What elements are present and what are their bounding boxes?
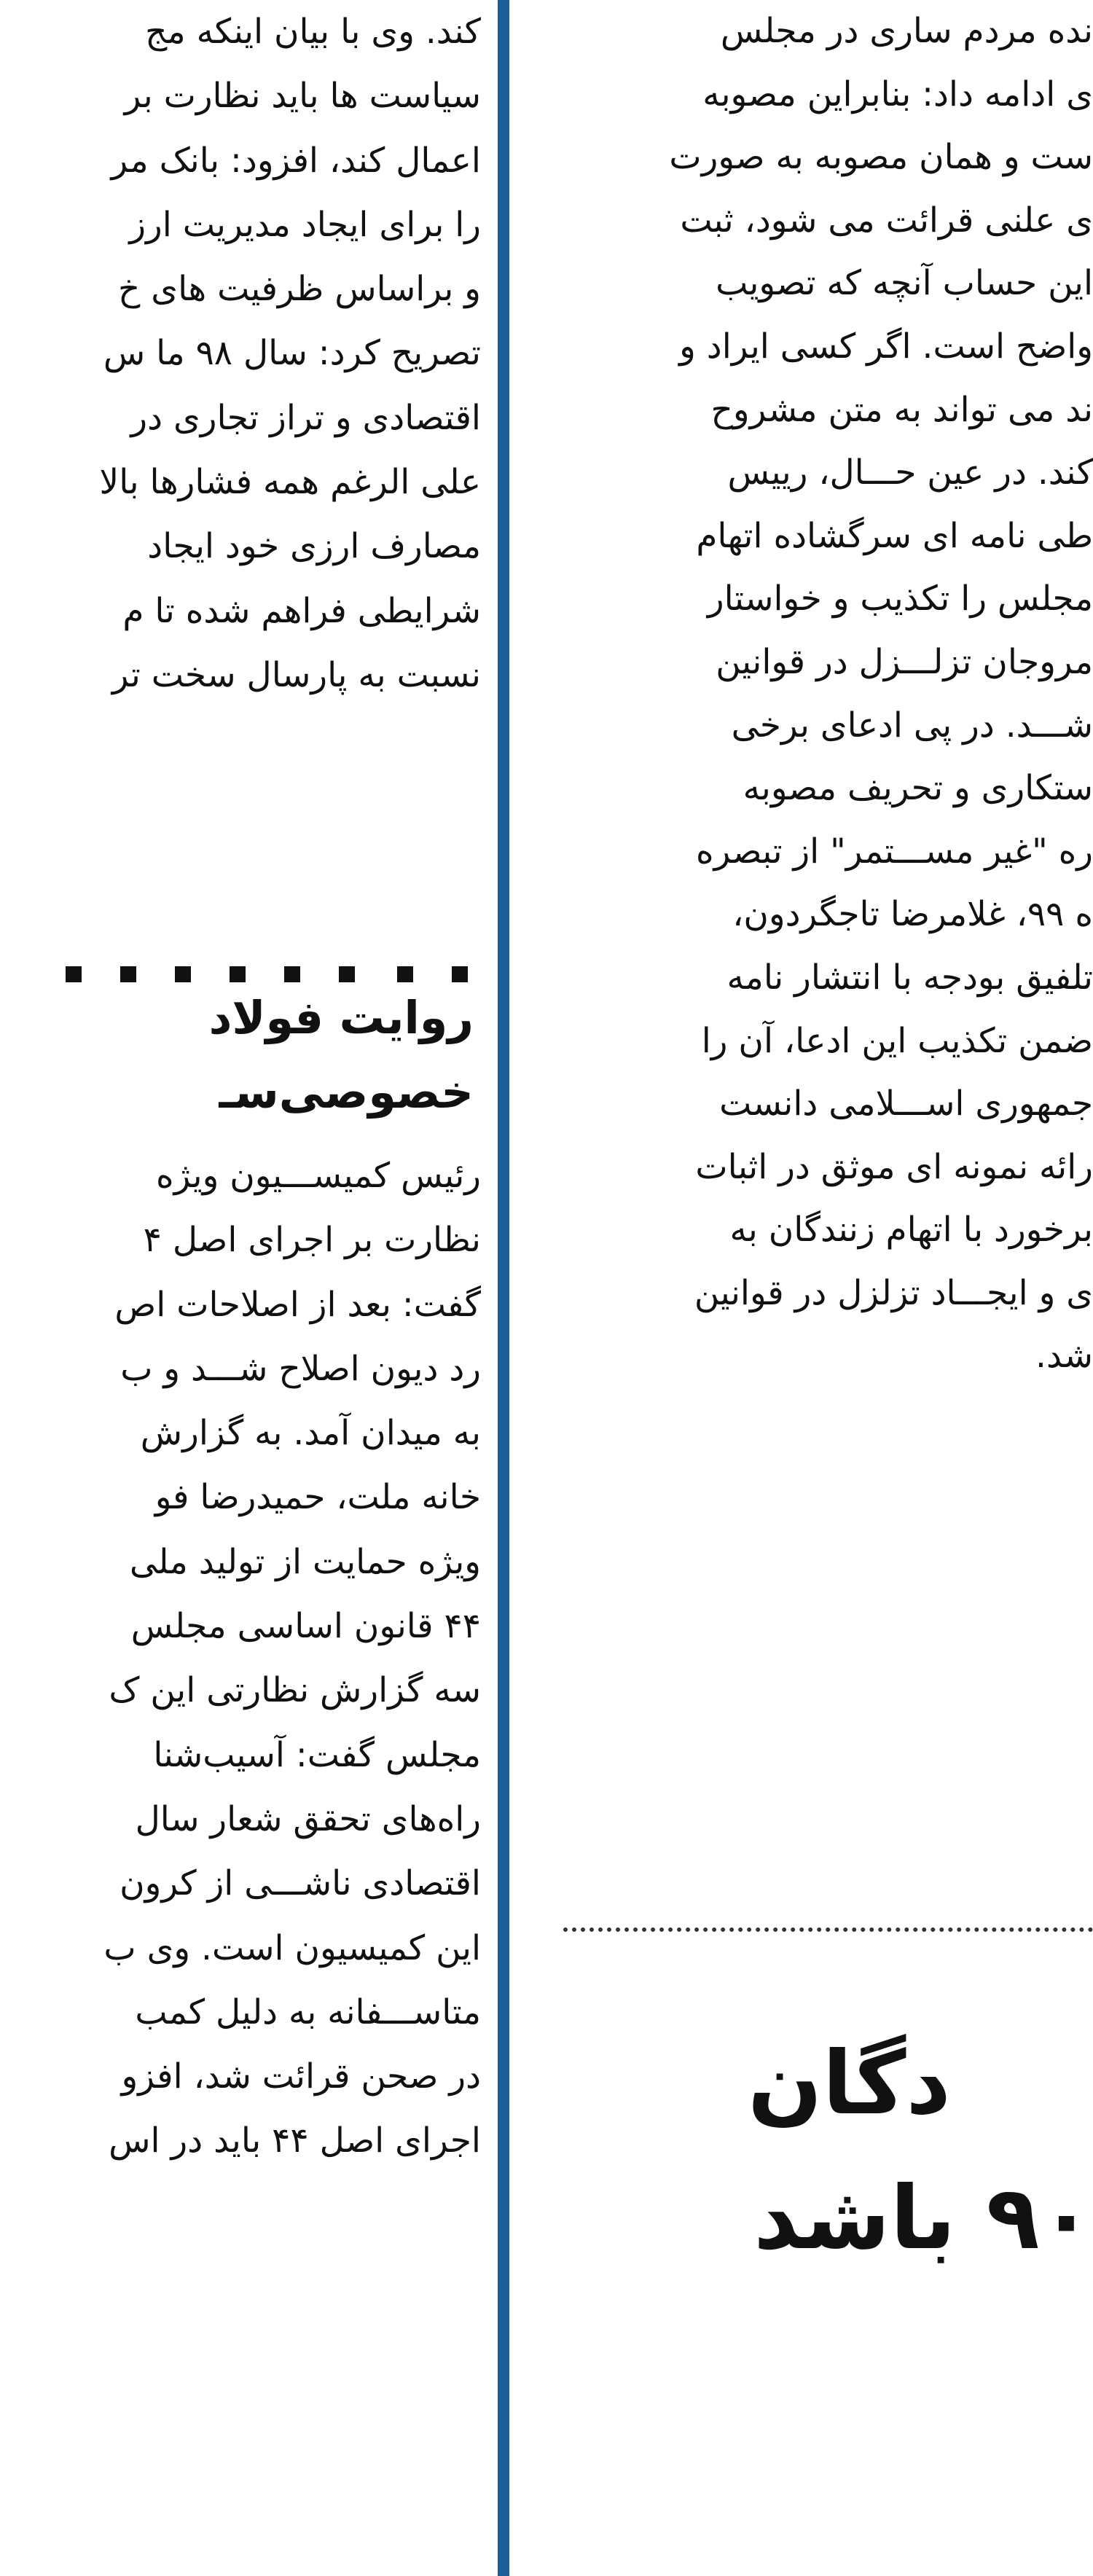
article-line: خانه ملت، حمیدرضا فو	[154, 1477, 481, 1518]
article-line: ی ادامه داد: بنابراین مصوبه	[702, 74, 1093, 114]
article-line: سه گزارش نظارتی این ک	[109, 1670, 481, 1711]
article-line: ه ۹۹، غلامرضا تاجگردون،	[732, 894, 1093, 935]
article-line: ند می تواند به متن مشروح	[710, 389, 1093, 430]
right-column-article	[521, 0, 1093, 1880]
article-line: اعمال کند، افزود: بانک مر	[111, 140, 481, 181]
article-line: ی علنی قرائت می شود، ثبت	[680, 200, 1093, 240]
article-line: رائه نمونه ای موثق در اثبات	[695, 1146, 1093, 1187]
article-line: مجلس گفت: آسیب‌شنا	[153, 1734, 481, 1775]
article-line: کند. وی با بیان اینکه مج	[145, 12, 481, 52]
article-line: نده مردم ساری در مجلس	[720, 11, 1093, 51]
article-headline-line-2: خصوصی‌سـ	[219, 1065, 474, 1119]
article-line: نسبت به پارسال سخت تر	[111, 654, 481, 695]
article-line: تصریح کرد: سال ۹۸ ما س	[103, 333, 481, 374]
article-line: برخورد با اتهام زنندگان به	[729, 1210, 1093, 1250]
article-line: به میدان آمد. به گزارش	[140, 1413, 481, 1454]
article-line: اقتصادی و تراز تجاری در	[130, 397, 481, 438]
article-line: مروجان تزلـــزل در قوانین	[716, 641, 1093, 682]
left-column-top-text	[0, 0, 481, 708]
article-line: ۴۴ قانون اساسی مجلس	[130, 1606, 481, 1647]
article-line: ی و ایجـــاد تزلزل در قوانین	[694, 1272, 1093, 1313]
article-line: گفت: بعد از اصلاحات اص	[114, 1284, 481, 1325]
article-line: ست و همان مصوبه به صورت	[669, 137, 1093, 178]
big-headline-line-2: ۹۰ باشد	[753, 2168, 1093, 2269]
article-line: را برای ایجاد مدیریت ارز	[129, 204, 481, 245]
article-line: کند. در عین حـــال، رییس	[727, 453, 1093, 493]
big-headline-line-1: دگان	[748, 2033, 951, 2134]
article-line: و براساس ظرفیت های خ	[118, 269, 481, 310]
article-line: راه‌های تحقق شعار سال	[135, 1798, 481, 1839]
article-line: اقتصادی ناشـــی از کرون	[120, 1863, 481, 1904]
article-line: ستکاری و تحریف مصوبه	[743, 768, 1093, 809]
article-line: شرایطی فراهم شده تا م	[122, 590, 481, 631]
left-column-article	[0, 0, 488, 2576]
left-column-body-text	[0, 1144, 481, 2174]
section-separator-dots	[0, 962, 488, 984]
article-line: اجرای اصل ۴۴ باید در اس	[109, 2121, 481, 2161]
article-line: جمهوری اســـلامی دانست	[719, 1084, 1093, 1124]
article-line: ره "غیر مســـتمر" از تبصره	[695, 831, 1093, 872]
article-line: شـــد. در پی ادعای برخی	[731, 705, 1093, 745]
article-line: طی نامه ای سرگشاده اتهام	[696, 515, 1093, 556]
article-line: در صحن قرائت شد، افزو	[121, 2056, 481, 2097]
article-line: سیاست ها باید نظارت بر	[124, 76, 481, 117]
article-line: واضح است. اگر کسی ایراد و	[679, 326, 1093, 367]
article-line: مصارف ارزی خود ایجاد	[147, 526, 481, 567]
article-line: ضمن تکذیب این ادعا، آن را	[701, 1020, 1093, 1061]
article-line: شد.	[1035, 1336, 1093, 1377]
column-divider	[498, 0, 509, 2576]
article-line: این کمیسیون است. وی ب	[103, 1927, 481, 1968]
article-line: علی الرغم همه فشارها بالا	[99, 462, 481, 503]
right-column-body	[521, 0, 1093, 1388]
article-line: مجلس را تکذیب و خواستار	[707, 579, 1093, 619]
article-line: متاســـفانه به دلیل کمب	[135, 1992, 481, 2032]
article-line: تلفیق بودجه با انتشار نامه	[726, 957, 1093, 998]
article-line: این حساب آنچه که تصویب	[716, 263, 1093, 304]
dotted-separator	[563, 1927, 1093, 1932]
article-line: رد دیون اصلاح شـــد و ب	[120, 1348, 481, 1389]
article-line: نظارت بر اجرای اصل ۴	[143, 1220, 481, 1261]
article-headline-line-1: روایت فولاد	[208, 991, 474, 1044]
article-line: ویژه حمایت از تولید ملی	[129, 1541, 481, 1582]
article-line: رئیس کمیســـیون ویژه	[155, 1156, 481, 1196]
